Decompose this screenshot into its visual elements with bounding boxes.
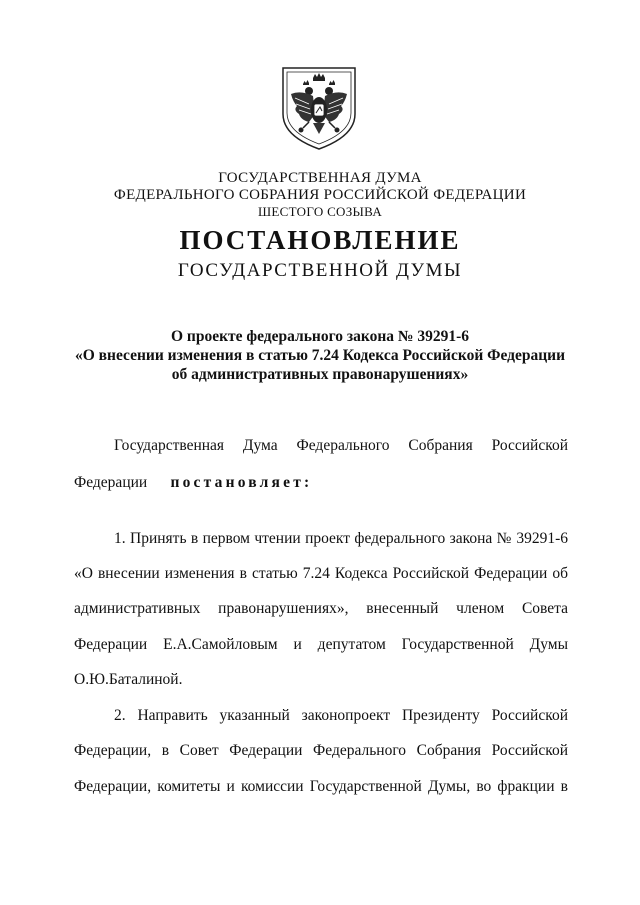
item1-line-5: О.Ю.Баталиной. [74, 671, 183, 688]
document-issuer: ГОСУДАРСТВЕННОЙ ДУМЫ [177, 260, 463, 281]
convocation: ШЕСТОГО СОЗЫВА [257, 204, 383, 219]
preamble-start: Федерации [74, 474, 148, 491]
coat-of-arms-icon [279, 64, 359, 152]
item1-line-3: административных правонарушениях», внесенный членом Совета [74, 600, 568, 617]
resolution-verb: постановляет: [170, 474, 313, 491]
item2-line-1: 2. Направить указанный законопроект Президенту Российской [114, 707, 568, 724]
item2-line-2: Федерации, в Совет Федерации Федерального Собрания Российской [74, 742, 568, 759]
item1-line-2: «О внесении изменения в статью 7.24 Кодекса Российской Федерации об [74, 565, 568, 582]
document-type: ПОСТАНОВЛЕНИЕ [179, 225, 461, 255]
org-name-line-2: ФЕДЕРАЛЬНОГО СОБРАНИЯ РОССИЙСКОЙ ФЕДЕРАЦИИ [113, 187, 527, 203]
preamble-line-1: Государственная Дума Федерального Собрания Российской [114, 437, 568, 454]
item1-line-4: Федерации Е.А.Самойловым и депутатом Государственной Думы [74, 636, 568, 653]
subject-line-3: об административных правонарушениях» [171, 366, 469, 383]
item1-line-1: 1. Принять в первом чтении проект федерального закона № 39291-6 [114, 530, 568, 547]
subject-line-2: «О внесении изменения в статью 7.24 Кодекса Российской Федерации [75, 347, 565, 364]
preamble-line-2 [74, 474, 568, 496]
org-name-line-1: ГОСУДАРСТВЕННАЯ ДУМА [218, 170, 422, 186]
item2-line-3: Федерации, комитеты и комиссии Государственной Думы, во фракции в [74, 778, 568, 795]
subject-line-1: О проекте федерального закона № 39291-6 [170, 328, 469, 345]
